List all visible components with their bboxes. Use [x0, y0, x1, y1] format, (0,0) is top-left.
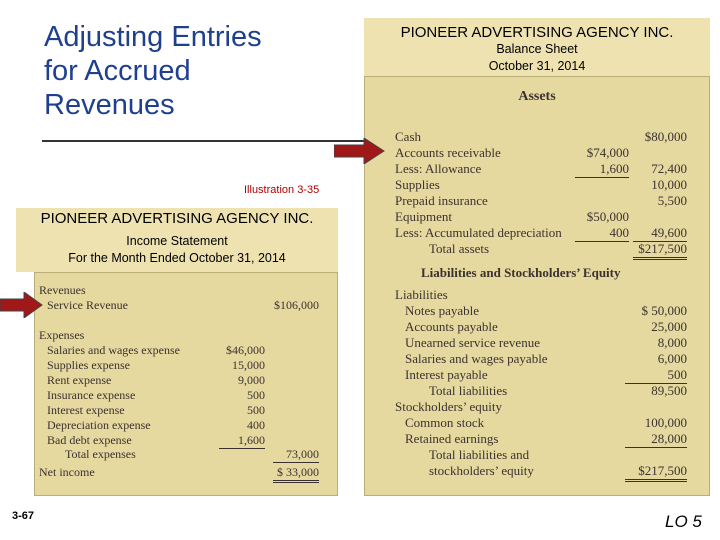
title-line-3: Revenues: [44, 89, 175, 121]
bs-liability-amount: 6,000: [657, 351, 687, 366]
expense-row-amount: $46,000: [226, 343, 265, 357]
total-expenses-row-amount: 73,000: [273, 447, 319, 463]
pointer-line: [42, 140, 368, 142]
expense-row-amount: 400: [247, 418, 265, 432]
bs-liability-amount: 25,000: [651, 319, 687, 334]
bs-liability-row: [365, 287, 709, 303]
expense-row: [35, 358, 337, 373]
liabilities-equity-heading-text: Liabilities and Stockholders’ Equity: [421, 265, 621, 280]
expenses-heading: [35, 328, 337, 343]
bs-liability-label: Total liabilities: [429, 383, 508, 398]
net-income-row-label: Net income: [39, 465, 95, 479]
bs-liability-row: [365, 415, 709, 431]
bs-liability-label: Stockholders’ equity: [395, 399, 502, 414]
expense-row-label: Interest expense: [47, 403, 125, 417]
bs-asset-amount: $217,500: [633, 241, 687, 260]
bs-asset-row: [365, 193, 709, 209]
net-income-row-amount: $ 33,000: [273, 465, 319, 483]
bs-asset-subamount: $74,000: [586, 145, 629, 160]
is-company-name: PIONEER ADVERTISING AGENCY INC.: [40, 210, 314, 227]
bs-company-name: PIONEER ADVERTISING AGENCY INC.: [400, 24, 674, 41]
expense-row-label: Insurance expense: [47, 388, 136, 402]
bs-liability-label: Retained earnings: [405, 431, 499, 446]
expense-row-label: Rent expense: [47, 373, 112, 387]
bs-liability-label: Liabilities: [395, 287, 448, 302]
expense-row: [35, 403, 337, 418]
bs-liability-row: [365, 319, 709, 335]
total-expenses-row: [35, 447, 337, 462]
bs-asset-label: Accounts receivable: [395, 145, 501, 160]
expense-row: [35, 373, 337, 388]
bs-liability-amount: $217,500: [625, 463, 687, 482]
bs-liability-label: Notes payable: [405, 303, 480, 318]
bs-liability-amount: 500: [625, 367, 687, 384]
revenues-heading-label: Revenues: [39, 283, 86, 297]
bs-asset-row: [365, 145, 709, 161]
slide-title: [44, 20, 344, 122]
bs-asset-label: Prepaid insurance: [395, 193, 488, 208]
bs-asset-subamount: 400: [575, 225, 629, 242]
bs-asset-label: Total assets: [429, 241, 490, 256]
bs-date: October 31, 2014: [488, 59, 586, 73]
expense-row-label: Supplies expense: [47, 358, 130, 372]
bs-asset-row: [365, 209, 709, 225]
expense-row: [35, 343, 337, 358]
bs-asset-row: [365, 129, 709, 145]
bs-asset-label: Supplies: [395, 177, 440, 192]
expense-row: [35, 433, 337, 448]
liabilities-equity-heading: [365, 265, 709, 281]
bs-liability-row: [365, 431, 709, 447]
expense-row-amount: 15,000: [232, 358, 265, 372]
bs-liability-row: [365, 399, 709, 415]
bs-liability-label: Interest payable: [405, 367, 488, 382]
page-number: 3-67: [12, 510, 35, 522]
expense-row-label: Depreciation expense: [47, 418, 151, 432]
bs-statement-title: Balance Sheet: [496, 42, 578, 56]
bs-liability-amount: 100,000: [644, 415, 687, 430]
bs-liability-amount: 89,500: [651, 383, 687, 398]
bs-asset-amount: 72,400: [651, 161, 687, 176]
bs-liability-amount: 28,000: [625, 431, 687, 448]
arrow-to-accounts-receivable-icon: [334, 138, 386, 164]
service-revenue-row-label: Service Revenue: [47, 298, 128, 312]
bs-asset-amount: 5,500: [657, 193, 687, 208]
bs-asset-subamount: 1,600: [575, 161, 629, 178]
bs-asset-amount: $80,000: [644, 129, 687, 144]
balance-sheet-header: [364, 18, 710, 76]
income-statement-panel: [34, 272, 338, 496]
bs-liability-label: Common stock: [405, 415, 485, 430]
illustration-caption: Illustration 3-35: [244, 184, 320, 196]
expense-row-label: Salaries and wages expense: [47, 343, 180, 357]
bs-liability-row: [365, 463, 709, 479]
revenues-heading: [35, 283, 337, 298]
bs-asset-row: [365, 225, 709, 241]
bs-asset-label: Equipment: [395, 209, 453, 224]
bs-liability-row: [365, 383, 709, 399]
bs-liability-label: Total liabilities and: [429, 447, 530, 462]
bs-asset-row: [365, 161, 709, 177]
bs-liability-row: [365, 367, 709, 383]
income-statement-header: [16, 208, 338, 272]
service-revenue-row-amount: $106,000: [274, 298, 319, 312]
expense-row-amount: 500: [247, 388, 265, 402]
bs-asset-label: Less: Allowance: [395, 161, 482, 176]
total-expenses-row-label: Total expenses: [65, 447, 136, 461]
service-revenue-row: [35, 298, 337, 313]
bs-liability-row: [365, 303, 709, 319]
expense-row: [35, 388, 337, 403]
bs-liability-amount: $ 50,000: [641, 303, 687, 318]
bs-asset-label: Less: Accumulated depreciation: [395, 225, 562, 240]
bs-liability-label: stockholders’ equity: [429, 463, 534, 478]
bs-asset-amount: 49,600: [633, 225, 687, 242]
expenses-heading-label: Expenses: [39, 328, 85, 342]
assets-heading: Assets: [518, 89, 556, 104]
is-period: For the Month Ended October 31, 2014: [68, 251, 286, 265]
expense-row-label: Bad debt expense: [47, 433, 132, 447]
is-statement-title: Income Statement: [126, 234, 228, 248]
learning-objective: LO 5: [665, 512, 702, 531]
expense-row-amount: 1,600: [219, 433, 265, 449]
bs-liability-label: Accounts payable: [405, 319, 498, 334]
expense-row: [35, 418, 337, 433]
bs-liability-label: Unearned service revenue: [405, 335, 540, 350]
bs-liability-row: [365, 335, 709, 351]
bs-liability-row: [365, 351, 709, 367]
net-income-row: [35, 465, 337, 480]
bs-asset-amount: 10,000: [651, 177, 687, 192]
expense-row-amount: 500: [247, 403, 265, 417]
bs-liability-label: Salaries and wages payable: [405, 351, 548, 366]
bs-asset-label: Cash: [395, 129, 421, 144]
arrow-to-service-revenue-icon: [0, 292, 44, 318]
bs-asset-subamount: $50,000: [586, 209, 629, 224]
expense-row-amount: 9,000: [238, 373, 265, 387]
balance-sheet-panel: [364, 76, 710, 496]
bs-asset-row: [365, 241, 709, 257]
title-line-1: Adjusting Entries: [44, 21, 262, 53]
bs-liability-row: [365, 447, 709, 463]
title-line-2: for Accrued: [44, 55, 191, 87]
bs-asset-row: [365, 177, 709, 193]
bs-liability-amount: 8,000: [657, 335, 687, 350]
